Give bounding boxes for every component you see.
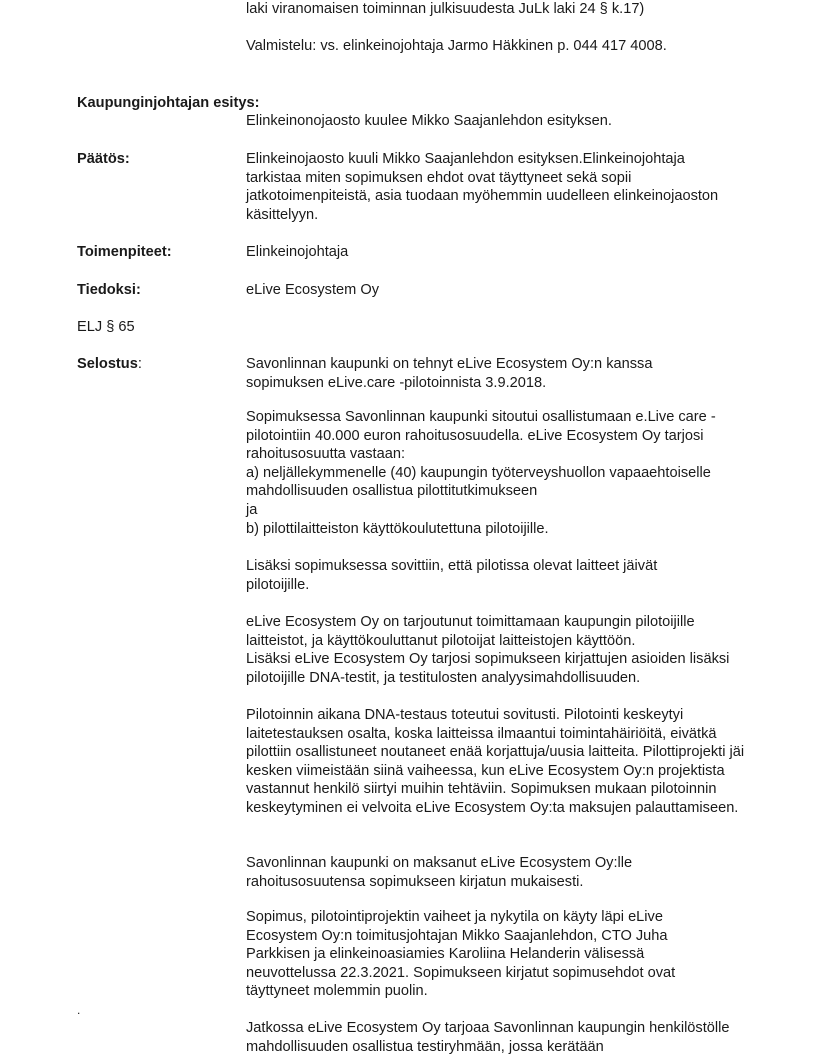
tiedoksi-text: eLive Ecosystem Oy [246,282,380,298]
preparer-text: Valmistelu: vs. elinkeinojohtaja Jarmo Häkkinen p. 044 417 4008. [246,38,667,54]
law-reference-text: laki viranomaisen toiminnan julkisuudesta JuLk laki 24 § k.17) [246,1,645,17]
selostus-paragraph-3: Lisäksi sopimuksessa sovittiin, että pilotissa olevat laitteet jäivät pilotoijille. [246,558,658,593]
selostus-paragraph-4: eLive Ecosystem Oy on tarjoutunut toimittamaan kaupungin pilotoijille laitteistot, ja käyttökouluttanut pilotoijat laitteistojen käyttöön. Lisäksi eLive Ecosystem Oy tarjosi sopimukseen kirjattujen asioiden lisäksi pilotoijille DNA-testit, ja testitulosten analyysimahdollisuuden. [246,614,730,686]
margin-dot: . [77,1003,81,1017]
selostus-label [77,355,142,373]
selostus-paragraph-7: Sopimus, pilotointiprojektin vaiheet ja nykytila on käyty läpi eLive Ecosystem Oy:n toimitusjohtajan Mikko Saajanlehdon, CTO Juha Parkkisen ja elinkeinoasiamies Karoliina Helanderin välisessä neuvottelussa 22.3.2021. Sopimukseen kirjatut sopimusehdot ovat täyttyneet molemmin puolin. [246,909,676,1000]
selostus-label-colon: : [137,356,142,372]
esitys-text: Elinkeinonojaosto kuulee Mikko Saajanlehdon esityksen. [246,113,612,129]
selostus-paragraph-5: Pilotoinnin aikana DNA-testaus toteutui sovitusti. Pilotointi keskeytyi laitetestauksen osalta, koska laitteissa ilmaantui toimintahäiriöitä, eivätkä pilottiin osallistuneet noutaneet enää korjattuja/uusia laitteita. Pilottiprojekti jäi kesken viimeistään siinä vaiheessa, kun eLive Ecosystem Oy:n projektista vastannut henkilö siirtyi muihin tehtäviin. Sopimuksen mukaan pilotoinnin keskeytyminen ei velvoita eLive Ecosystem Oy:ta maksujen palauttamiseen. [246,707,745,816]
tiedoksi-label: Tiedoksi: [77,282,141,298]
selostus-label-text: Selostus [77,356,138,372]
section-number: ELJ § 65 [77,319,135,335]
selostus-paragraph-1: Savonlinnan kaupunki on tehnyt eLive Ecosystem Oy:n kanssa sopimuksen eLive.care -pilotoinnista 3.9.2018. [246,356,653,391]
selostus-paragraph-2: Sopimuksessa Savonlinnan kaupunki sitoutui osallistumaan e.Live care -pilotointiin 40.000 euron rahoitusosuudella. eLive Ecosystem Oy tarjosi rahoitusosuutta vastaan: a) neljällekymmenelle (40) kaupungin työterveyshuollon vapaaehtoiselle mahdollisuuden osallistua pilottitutkimukseen ja b) pilottilaitteiston käyttökoulutettuna pilotoijille. [246,409,716,537]
selostus-paragraph-6: Savonlinnan kaupunki on maksanut eLive Ecosystem Oy:lle rahoitusosuutensa sopimukseen kirjatun mukaisesti. [246,855,633,890]
paatos-label: Päätös: [77,151,130,167]
esitys-label: Kaupunginjohtajan esitys: [77,95,260,111]
selostus-paragraph-8: Jatkossa eLive Ecosystem Oy tarjoaa Savonlinnan kaupungin henkilöstölle mahdollisuuden osallistua testiryhmään, jossa kerätään [246,1020,730,1055]
toimenpiteet-text: Elinkeinojohtaja [246,244,349,260]
paatos-text: Elinkeinojaosto kuuli Mikko Saajanlehdon esityksen.Elinkeinojohtaja tarkistaa miten sopimuksen ehdot ovat täyttyneet sekä sopii jatkotoimenpiteistä, asia tuodaan myöhemmin uudelleen elinkeinojaoston käsittelyyn. [246,151,719,223]
toimenpiteet-label: Toimenpiteet: [77,244,172,260]
